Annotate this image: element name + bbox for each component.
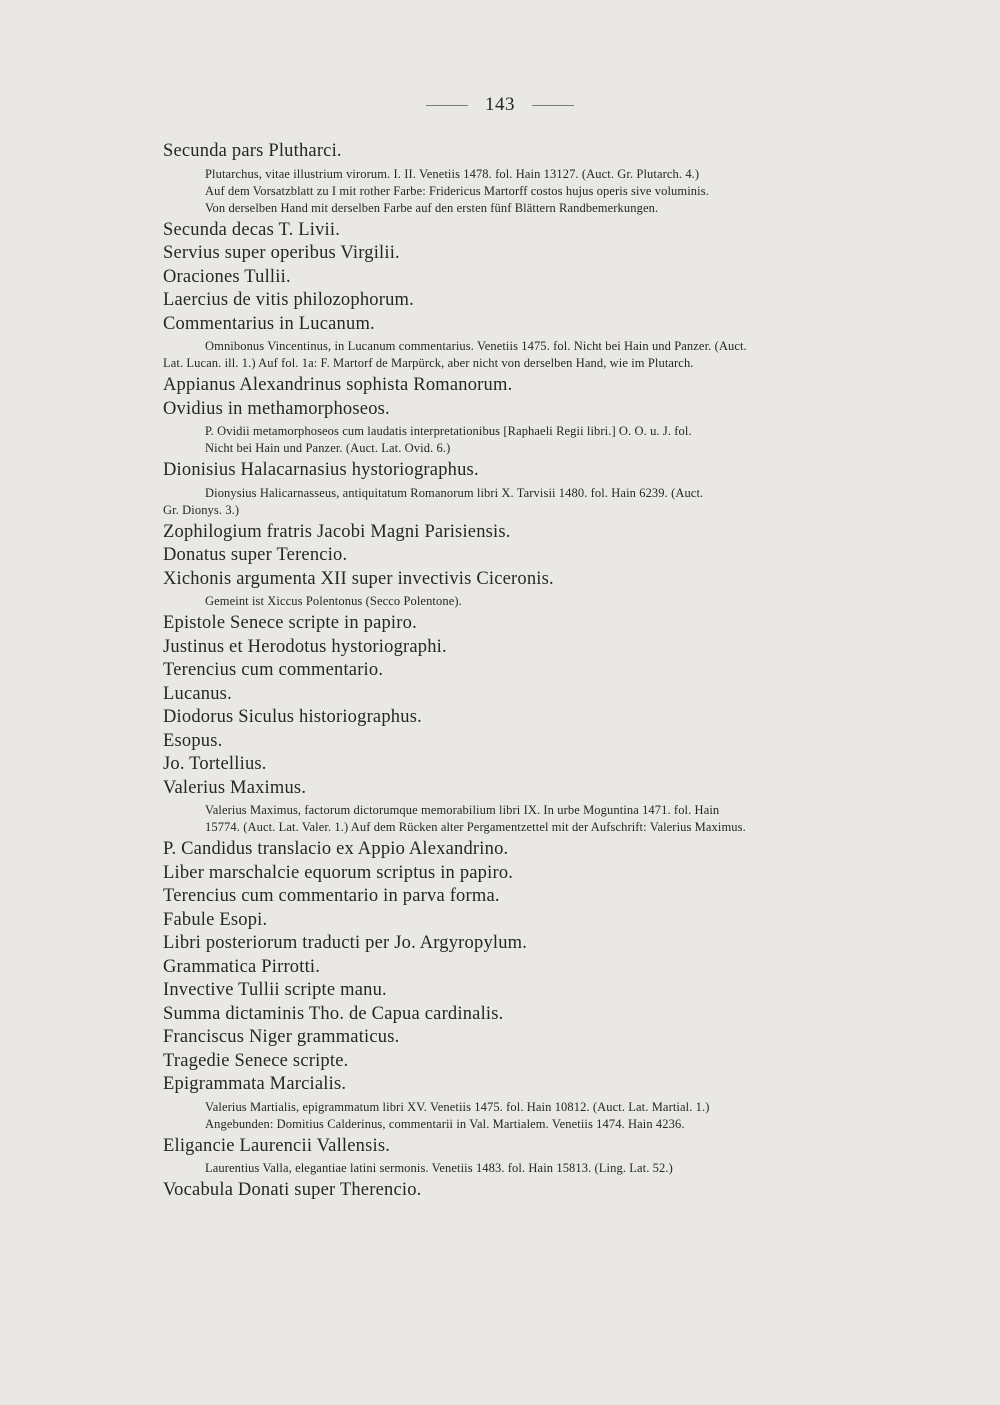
catalog-entry-title: Epistole Senece scripte in papiro. [163, 613, 417, 633]
catalog-entry-note [163, 423, 898, 457]
page-number: 143 [485, 94, 515, 115]
catalog-entry-note [163, 166, 898, 217]
catalog-entry-title: Ovidius in methamorphoseos. [163, 398, 390, 419]
catalog-entry-title: Epigrammata Marcialis. [163, 1074, 347, 1094]
catalog-entry-title: Xichonis argumenta XII super invectivis Ciceronis. [163, 568, 554, 589]
note-line: Nicht bei Hain und Panzer. (Auct. Lat. Ovid. 6.) [205, 441, 451, 455]
catalog-entry-title: P. Candidus translacio ex Appio Alexandrino. [163, 839, 509, 859]
note-line: Auf dem Vorsatzblatt zu I mit rother Farbe: Fridericus Martorff costos hujus operis sive voluminis. [205, 183, 709, 198]
catalog-entry-title: Justinus et Herodotus hystoriographi. [163, 636, 447, 657]
catalog-entry-title: Secunda decas T. Livii. [163, 219, 341, 240]
catalog-list [163, 140, 898, 1203]
catalog-entry-title: Fabule Esopi. [163, 909, 268, 930]
catalog-entry-title: Summa dictaminis Tho. de Capua cardinalis. [163, 1003, 504, 1024]
catalog-entry-title: Eligancie Laurencii Vallensis. [163, 1135, 391, 1156]
catalog-entry-title: Dionisius Halacarnasius hystoriographus. [163, 460, 479, 480]
note-line: P. Ovidii metamorphoseos cum laudatis interpretationibus [Raphaeli Regii libri.] O. O. u. J. fol. [205, 424, 692, 438]
catalog-entry-title: Terencius cum commentario in parva forma. [163, 886, 500, 906]
catalog-entry-title: Valerius Maximus. [163, 777, 307, 798]
catalog-entry-title: Zophilogium fratris Jacobi Magni Parisiensis. [163, 521, 511, 542]
catalog-entry-title: Diodorus Siculus historiographus. [163, 707, 422, 727]
catalog-entry-title: Laercius de vitis philozophorum. [163, 290, 414, 310]
catalog-entry-note [163, 485, 898, 519]
catalog-entry-title: Vocabula Donati super Therencio. [163, 1180, 422, 1200]
catalog-entry-title: Secunda pars Plutharci. [163, 141, 342, 161]
catalog-entry-title: Franciscus Niger grammaticus. [163, 1027, 400, 1047]
catalog-entry-note [163, 1160, 898, 1177]
note-line: Valerius Martialis, epigrammatum libri XV. Venetiis 1475. fol. Hain 10812. (Auct. Lat. Martial. 1.) [205, 1099, 710, 1114]
catalog-entry-title: Commentarius in Lucanum. [163, 313, 375, 334]
catalog-entry-note [163, 338, 898, 372]
catalog-entry-title: Jo. Tortellius. [163, 754, 267, 774]
catalog-entry-note [163, 593, 898, 610]
header-rule-left [426, 105, 468, 106]
note-line: Gemeint ist Xiccus Polentonus (Secco Polentone). [205, 594, 462, 608]
page-header [0, 94, 1000, 116]
catalog-entry-title: Terencius cum commentario. [163, 660, 384, 680]
catalog-entry-title: Invective Tullii scripte manu. [163, 980, 387, 1000]
catalog-entry-title: Liber marschalcie equorum scriptus in papiro. [163, 862, 514, 883]
note-line: Valerius Maximus, factorum dictorumque memorabilium libri IX. In urbe Moguntina 1471. fol. Hain [205, 803, 720, 817]
catalog-entry-title: Libri posteriorum traducti per Jo. Argyropylum. [163, 933, 528, 953]
note-line: Dionysius Halicarnasseus, antiquitatum Romanorum libri X. Tarvisii 1480. fol. Hain 6239. (Auct. [205, 485, 704, 500]
note-line: Laurentius Valla, elegantiae latini sermonis. Venetiis 1483. fol. Hain 15813. (Ling. Lat. 52.) [205, 1161, 673, 1175]
note-line: Omnibonus Vincentinus, in Lucanum commentarius. Venetiis 1475. fol. Nicht bei Hain und Panzer. (Auct. [205, 339, 747, 353]
header-rule-right [532, 105, 574, 106]
note-line: 15774. (Auct. Lat. Valer. 1.) Auf dem Rücken alter Pergamentzettel mit der Aufschrift: Valerius Maximus. [205, 820, 746, 834]
catalog-entry-title: Grammatica Pirrotti. [163, 956, 321, 977]
catalog-entry-title: Oraciones Tullii. [163, 266, 291, 287]
catalog-entry-title: Donatus super Terencio. [163, 545, 348, 565]
catalog-entry-title: Servius super operibus Virgilii. [163, 243, 400, 263]
catalog-entry-title: Tragedie Senece scripte. [163, 1050, 349, 1071]
catalog-entry-title: Lucanus. [163, 683, 232, 704]
catalog-entry-title: Esopus. [163, 730, 223, 751]
note-line: Angebunden: Domitius Calderinus, commentarii in Val. Martialem. Venetiis 1474. Hain 4236. [205, 1116, 685, 1131]
note-line: Lat. Lucan. ill. 1.) Auf fol. 1a: F. Martorf de Marpürck, aber nicht von derselben Hand, wie im Plutarch. [163, 356, 694, 370]
catalog-entry-note [163, 1099, 898, 1133]
note-line: Plutarchus, vitae illustrium virorum. I. II. Venetiis 1478. fol. Hain 13127. (Auct. Gr. Plutarch. 4.) [205, 166, 700, 181]
catalog-entry-title: Appianus Alexandrinus sophista Romanorum. [163, 375, 513, 395]
catalog-entry-note [163, 802, 898, 836]
note-line: Gr. Dionys. 3.) [163, 502, 240, 517]
note-line: Von derselben Hand mit derselben Farbe auf den ersten fünf Blättern Randbemerkungen. [205, 200, 659, 215]
